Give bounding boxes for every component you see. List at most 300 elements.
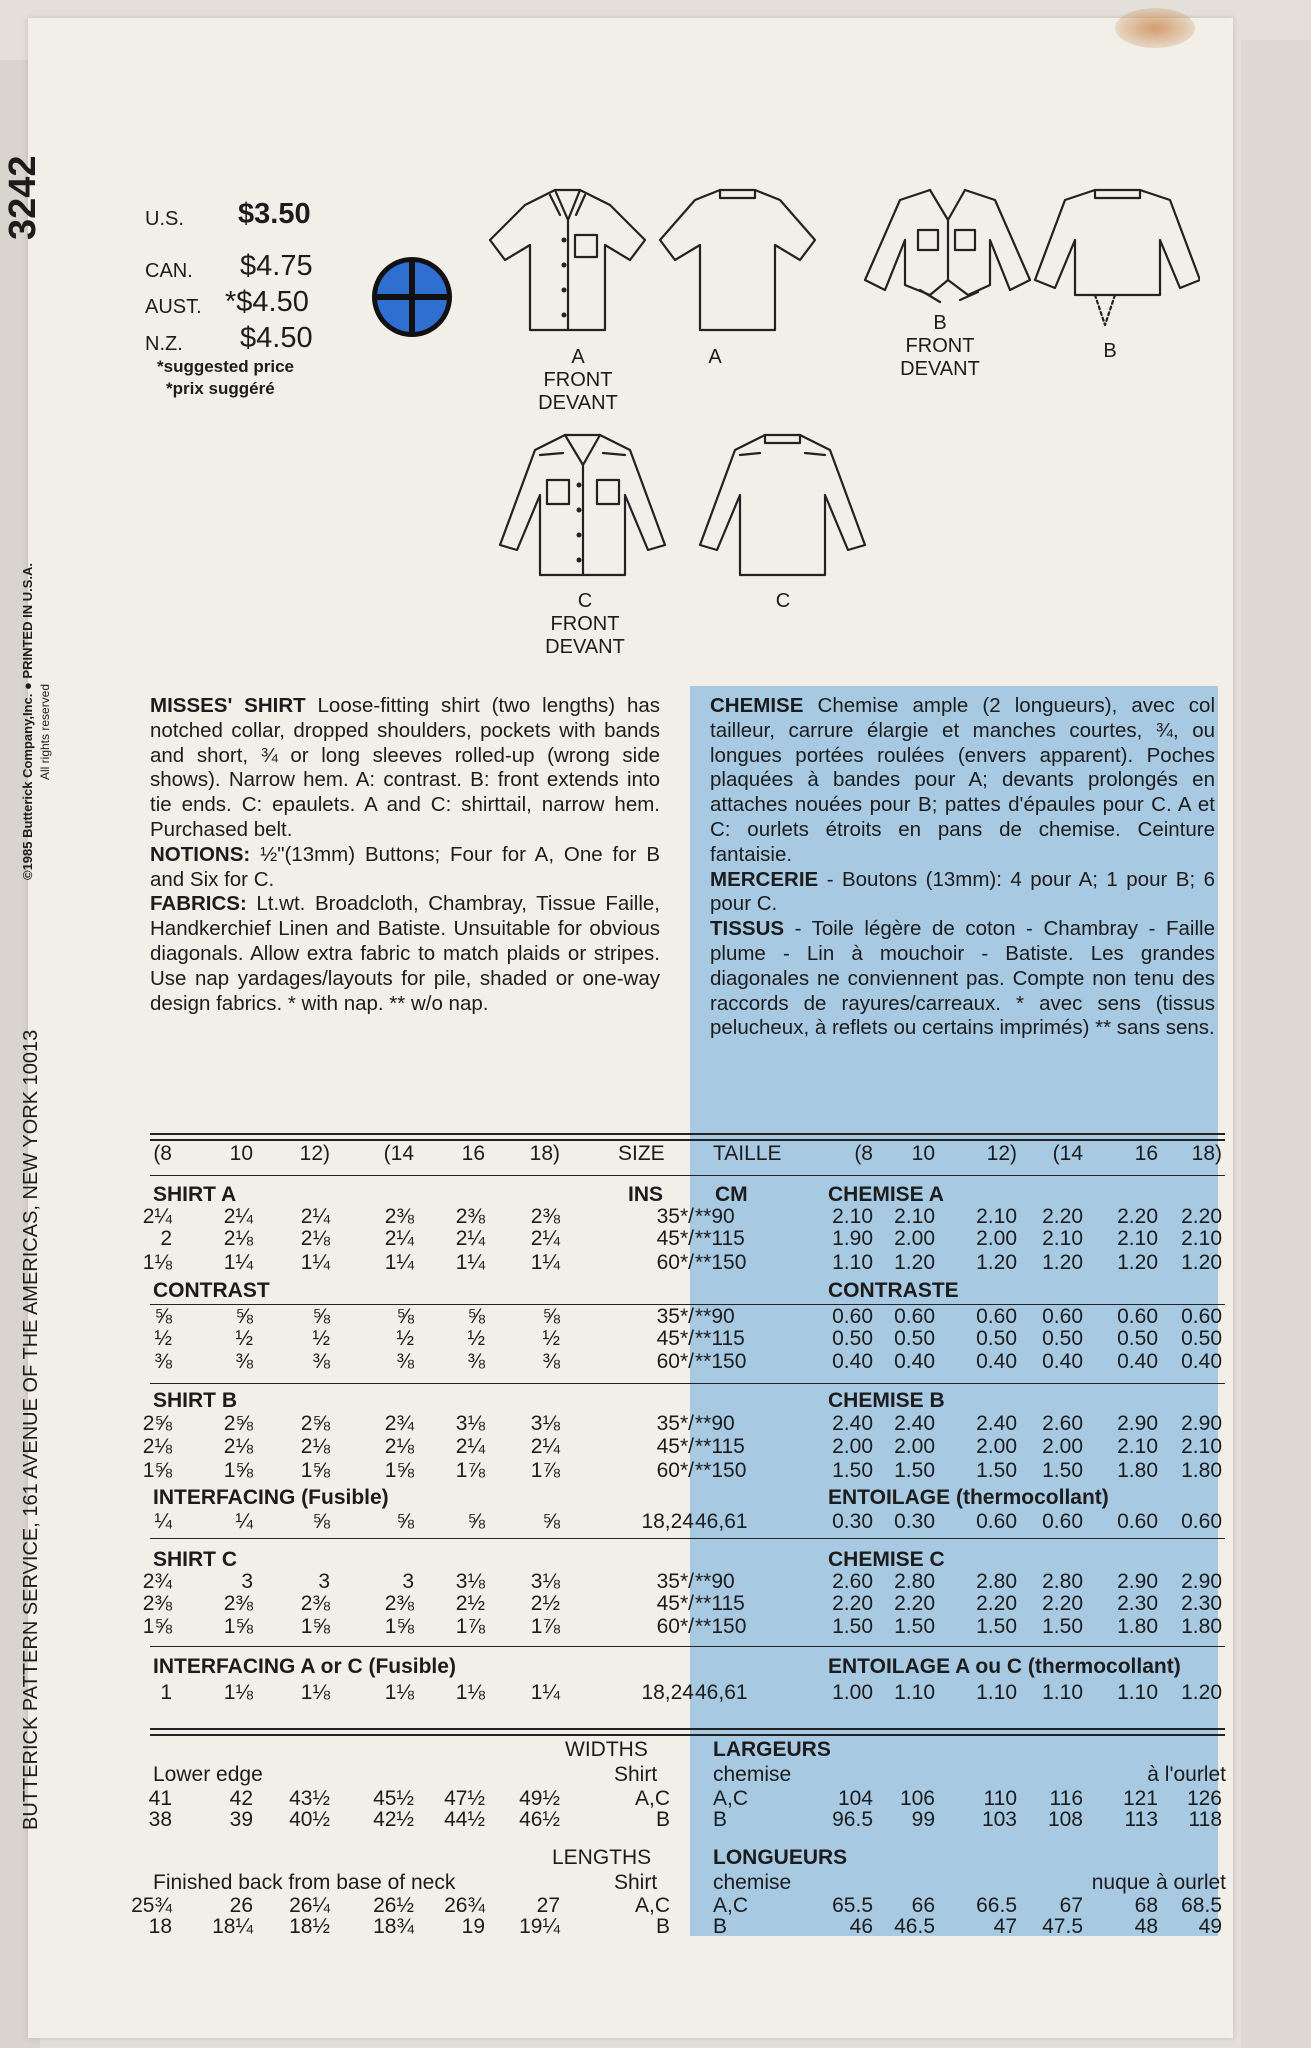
yardage-en-value: 3⅛: [455, 1570, 485, 1593]
fabric-width-ins: 60*/: [656, 1615, 694, 1638]
size-fr-4: 16: [1134, 1142, 1158, 1165]
yardage-en-value: 3: [402, 1570, 414, 1593]
yardage-en-value: ⅜: [312, 1350, 330, 1373]
fabric-width-cm: 46,61: [695, 1681, 748, 1704]
yardage-en-value: 1⅛: [384, 1681, 414, 1704]
section-label-en: SHIRT C: [153, 1548, 237, 1571]
section-label-fr: CHEMISE B: [828, 1389, 945, 1412]
fabric-width-cm: **115: [695, 1435, 745, 1458]
notions-en-body: ½"(13mm) Buttons; Four for A, One for B and Six for C.: [150, 842, 660, 891]
yardage-en-value: 2⅝: [300, 1412, 330, 1435]
yardage-fr-value: 2.80: [894, 1570, 935, 1593]
size-en-1: 10: [229, 1142, 253, 1165]
yardage-en-value: 2⅛: [223, 1227, 253, 1250]
yardage-fr-value: 2.30: [1117, 1592, 1158, 1615]
width-view-fr: B: [713, 1808, 728, 1831]
widths-col-en: Shirt: [614, 1763, 658, 1786]
desc-fr-body: Chemise ample (2 longueurs), avec col tailleur, carrure élargie et manches courtes, ¾, ou longues portées roulées (envers apparent). Poches plaquées à bandes pour A; devants prolongés en attaches nouées pour B; pattes d'épaules pour C. A et C: ourlets étroits en pans de chemise. Ceinture fantaisie.: [710, 694, 1216, 866]
label-a-front-letter: A: [571, 346, 585, 368]
width-fr-value: 110: [983, 1787, 1017, 1810]
yardage-fr-value: 2.20: [1181, 1205, 1222, 1228]
width-en-value: 43½: [289, 1787, 330, 1810]
price-nz: $4.50: [240, 322, 313, 354]
yardage-fr-value: 0.60: [1117, 1510, 1158, 1533]
yardage-en-value: 1¼: [384, 1251, 414, 1274]
yardage-en-value: ⅝: [312, 1305, 330, 1328]
yardage-fr-value: 0.50: [832, 1327, 873, 1350]
yardage-fr-value: 2.20: [832, 1592, 873, 1615]
width-fr-value: 96.5: [832, 1808, 873, 1831]
yardage-fr-value: 2.40: [976, 1412, 1017, 1435]
yardage-en-value: 1⅝: [300, 1615, 330, 1638]
unit-ins: INS: [628, 1183, 664, 1206]
fabric-width-ins: 35*/: [656, 1305, 694, 1328]
size-fr-1: 10: [911, 1142, 935, 1165]
width-row: [0, 1808, 1311, 1832]
length-fr-value: 46: [849, 1915, 873, 1938]
label-a-front-en: FRONT: [543, 369, 613, 391]
yardage-en-value: ⅜: [467, 1350, 485, 1373]
label-c-front-letter: C: [577, 590, 593, 612]
widths-title-en: WIDTHS: [565, 1738, 648, 1761]
section-header-row: [0, 1183, 1311, 1207]
yardage-en-value: ⅝: [235, 1305, 253, 1328]
width-fr-value: 126: [1186, 1787, 1222, 1810]
length-fr-value: 46.5: [894, 1915, 935, 1938]
label-c-back: C: [775, 590, 791, 612]
yardage-row: [0, 1251, 1311, 1275]
desc-en-title: MISSES' SHIRT: [150, 694, 306, 717]
yardage-en-value: 2¼: [455, 1227, 485, 1250]
yardage-fr-value: 1.20: [894, 1251, 935, 1274]
lengths-sub-en: Finished back from base of neck: [153, 1871, 456, 1894]
yardage-en-value: 2⅜: [142, 1592, 172, 1615]
yardage-en-value: 2⅛: [223, 1435, 253, 1458]
yardage-en-value: ⅝: [396, 1510, 414, 1533]
yardage-en-value: 2⅛: [142, 1435, 172, 1458]
yardage-row: [0, 1510, 1311, 1534]
length-en-value: 18¼: [212, 1915, 253, 1938]
fabrics-fr-title: TISSUS: [710, 917, 785, 941]
width-en-value: 42: [229, 1787, 253, 1810]
yardage-fr-value: 1.10: [1117, 1681, 1158, 1704]
yardage-en-value: 3: [318, 1570, 330, 1593]
yardage-en-value: 2⅜: [455, 1205, 485, 1228]
fabric-width-cm: **115: [695, 1227, 745, 1250]
yardage-fr-value: 2.00: [832, 1435, 873, 1458]
yardage-row: [0, 1327, 1311, 1351]
yardage-fr-value: 2.00: [976, 1227, 1017, 1250]
section-label-fr: CHEMISE C: [828, 1548, 945, 1571]
yardage-fr-value: 0.50: [894, 1327, 935, 1350]
size-label: SIZE: [618, 1142, 665, 1165]
yardage-fr-value: 0.60: [1181, 1305, 1222, 1328]
fabric-width-ins: 18,24: [641, 1510, 694, 1533]
length-en-value: 19¼: [519, 1915, 560, 1938]
section-header-row: [0, 1389, 1311, 1413]
size-en-0: (8: [153, 1142, 172, 1165]
price-label-nz: N.Z.: [145, 333, 183, 355]
fabric-width-ins: 60*/: [656, 1459, 694, 1482]
yardage-en-value: 1⅝: [223, 1459, 253, 1482]
yardage-en-value: 2¼: [223, 1205, 253, 1228]
fabric-width-cm: **150: [695, 1615, 747, 1638]
length-en-value: 18½: [289, 1915, 330, 1938]
yardage-fr-value: 1.10: [1042, 1681, 1083, 1704]
pattern-number: 3242: [2, 155, 44, 240]
yardage-fr-value: 0.60: [1117, 1305, 1158, 1328]
yardage-en-value: 1⅞: [530, 1459, 560, 1482]
length-view-en: A,C: [634, 1894, 670, 1917]
yardage-fr-value: 1.50: [832, 1459, 873, 1482]
fabric-width-cm: **90: [695, 1305, 735, 1328]
width-view-en: B: [655, 1808, 670, 1831]
yardage-fr-value: 2.60: [832, 1570, 873, 1593]
price-aust: *$4.50: [225, 286, 309, 318]
widths-title-fr: LARGEURS: [713, 1738, 831, 1761]
yardage-fr-value: 0.50: [1042, 1327, 1083, 1350]
length-fr-value: 66: [911, 1894, 935, 1917]
label-a-back: A: [708, 346, 722, 368]
yardage-row: [0, 1350, 1311, 1374]
yardage-fr-value: 0.40: [976, 1350, 1017, 1373]
copyright-line: ©1985 Butterick Company,Inc. ● PRINTED IN U.S.A.: [20, 563, 35, 880]
yardage-en-value: 2¾: [142, 1570, 172, 1593]
yardage-en-value: ⅜: [396, 1350, 414, 1373]
yardage-row: [0, 1570, 1311, 1594]
price-label-us: U.S.: [145, 208, 184, 230]
fabric-width-cm: **150: [695, 1350, 747, 1373]
notions-fr-title: MERCERIE: [710, 867, 819, 891]
fabric-width-cm: 46,61: [695, 1510, 748, 1533]
yardage-fr-value: 2.10: [1042, 1227, 1083, 1250]
yardage-fr-value: 0.40: [1042, 1350, 1083, 1373]
yardage-fr-value: 1.10: [832, 1251, 873, 1274]
section-header-row: [0, 1486, 1311, 1510]
length-en-value: 27: [536, 1894, 560, 1917]
yardage-en-value: 1: [160, 1681, 172, 1704]
yardage-fr-value: 2.00: [894, 1435, 935, 1458]
section-label-fr: CHEMISE A: [828, 1183, 944, 1206]
size-fr-0: (8: [854, 1142, 873, 1165]
section-label-en: SHIRT A: [153, 1183, 237, 1206]
length-en-value: 26¼: [289, 1894, 330, 1917]
publisher-address: BUTTERICK PATTERN SERVICE, 161 AVENUE OF THE AMERICAS, NEW YORK 10013: [20, 1029, 42, 1830]
yardage-en-value: ⅝: [312, 1510, 330, 1533]
yardage-en-value: 1⅞: [530, 1615, 560, 1638]
yardage-row: [0, 1205, 1311, 1229]
yardage-fr-value: 2.10: [894, 1205, 935, 1228]
yardage-fr-value: 2.90: [1181, 1570, 1222, 1593]
length-view-en: B: [655, 1915, 670, 1938]
yardage-row: [0, 1615, 1311, 1639]
yardage-row: [0, 1435, 1311, 1459]
yardage-fr-value: 1.50: [976, 1615, 1017, 1638]
yardage-fr-value: 1.20: [1181, 1681, 1222, 1704]
yardage-en-value: 2⅛: [384, 1435, 414, 1458]
yardage-fr-value: 2.00: [894, 1227, 935, 1250]
yardage-fr-value: 0.40: [1117, 1350, 1158, 1373]
yardage-fr-value: 2.60: [1042, 1412, 1083, 1435]
fabric-width-ins: 45*/: [656, 1592, 694, 1615]
section-label-fr: CONTRASTE: [828, 1279, 959, 1302]
length-en-value: 26¾: [444, 1894, 485, 1917]
section-label-en: INTERFACING A or C (Fusible): [153, 1655, 456, 1678]
label-b-front-fr: DEVANT: [900, 358, 980, 380]
widths-sub-fr: chemise: [713, 1763, 792, 1786]
length-fr-value: 48: [1134, 1915, 1158, 1938]
width-en-value: 42½: [373, 1808, 414, 1831]
yardage-fr-value: 1.10: [894, 1681, 935, 1704]
yardage-fr-value: 2.40: [894, 1412, 935, 1435]
yardage-fr-value: 2.20: [1042, 1205, 1083, 1228]
length-view-fr: B: [713, 1915, 728, 1938]
width-fr-value: 108: [1047, 1808, 1083, 1831]
lengths-sub-row: [0, 1871, 1311, 1895]
fabric-width-cm: **90: [695, 1412, 735, 1435]
yardage-en-value: 2½: [455, 1592, 485, 1615]
label-b-back: B: [1103, 340, 1117, 362]
yardage-en-value: 2½: [530, 1592, 560, 1615]
price-can: $4.75: [240, 250, 313, 282]
yardage-fr-value: 0.60: [832, 1305, 873, 1328]
yardage-en-value: ¼: [235, 1510, 253, 1533]
yardage-en-value: 2¼: [455, 1435, 485, 1458]
section-header-row: [0, 1655, 1311, 1679]
yardage-fr-value: 2.80: [976, 1570, 1017, 1593]
lengths-note-fr: nuque à ourlet: [1091, 1871, 1226, 1894]
yardage-fr-value: 2.10: [832, 1205, 873, 1228]
yardage-fr-value: 1.90: [832, 1227, 873, 1250]
yardage-en-value: 1⅝: [300, 1459, 330, 1482]
label-b-front-en: FRONT: [905, 335, 975, 357]
widths-title-row: [0, 1738, 1311, 1762]
yardage-fr-value: 0.60: [1042, 1510, 1083, 1533]
yardage-en-value: 1⅛: [300, 1681, 330, 1704]
width-en-value: 46½: [519, 1808, 560, 1831]
rights-line: All rights reserved: [38, 683, 52, 780]
taille-label: TAILLE: [713, 1142, 782, 1165]
unit-cm: CM: [715, 1183, 748, 1206]
section-header-row: [0, 1548, 1311, 1572]
width-fr-value: 104: [837, 1787, 873, 1810]
yardage-en-value: 1¼: [223, 1251, 253, 1274]
yardage-en-value: 2⅝: [223, 1412, 253, 1435]
width-fr-value: 103: [981, 1808, 1017, 1831]
yardage-row: [0, 1305, 1311, 1329]
width-en-value: 49½: [519, 1787, 560, 1810]
fabric-width-ins: 60*/: [656, 1350, 694, 1373]
section-header-row: [0, 1279, 1311, 1303]
fabric-width-ins: 45*/: [656, 1435, 694, 1458]
yardage-en-value: ⅝: [467, 1510, 485, 1533]
yardage-en-value: ⅜: [542, 1350, 560, 1373]
fabric-width-cm: **115: [695, 1327, 745, 1350]
width-view-en: A,C: [634, 1787, 670, 1810]
yardage-en-value: 3: [241, 1570, 253, 1593]
price-note-fr: *prix suggéré: [166, 379, 275, 398]
lengths-sub-fr: chemise: [713, 1871, 792, 1894]
length-en-value: 26: [229, 1894, 253, 1917]
yardage-en-value: 1⅝: [384, 1459, 414, 1482]
fabric-width-cm: **115: [695, 1592, 745, 1615]
yardage-en-value: 1⅝: [384, 1615, 414, 1638]
fabric-width-ins: 35*/: [656, 1205, 694, 1228]
yardage-fr-value: 2.20: [1042, 1592, 1083, 1615]
yardage-en-value: 2⅛: [300, 1435, 330, 1458]
section-label-fr: ENTOILAGE A ou C (thermocollant): [828, 1655, 1181, 1678]
yardage-fr-value: 1.80: [1181, 1459, 1222, 1482]
yardage-fr-value: 2.20: [1117, 1205, 1158, 1228]
yardage-en-value: 1⅝: [142, 1615, 172, 1638]
section-label-fr: ENTOILAGE (thermocollant): [828, 1486, 1109, 1509]
yardage-fr-value: 2.90: [1181, 1412, 1222, 1435]
yardage-en-value: 2¼: [300, 1205, 330, 1228]
yardage-fr-value: 2.10: [1181, 1435, 1222, 1458]
lengths-title-en: LENGTHS: [552, 1846, 652, 1869]
length-fr-value: 67: [1059, 1894, 1083, 1917]
yardage-en-value: 2⅝: [142, 1412, 172, 1435]
width-en-value: 47½: [444, 1787, 485, 1810]
fabric-width-cm: **150: [695, 1251, 747, 1274]
yardage-en-value: 1⅛: [455, 1681, 485, 1704]
yardage-fr-value: 2.90: [1117, 1412, 1158, 1435]
yardage-en-value: 2¾: [384, 1412, 414, 1435]
size-en-2: 12): [299, 1142, 330, 1165]
yardage-en-value: ½: [396, 1327, 414, 1350]
fabrics-en-title: FABRICS:: [150, 892, 247, 916]
fabric-width-ins: 60*/: [656, 1251, 694, 1274]
width-fr-value: 113: [1124, 1808, 1158, 1831]
widths-sub-row: [0, 1763, 1311, 1787]
length-fr-value: 68: [1134, 1894, 1158, 1917]
width-fr-value: 116: [1049, 1787, 1083, 1810]
size-en-3: (14: [383, 1142, 414, 1165]
yardage-fr-value: 0.60: [1181, 1510, 1222, 1533]
width-view-fr: A,C: [713, 1787, 749, 1810]
lengths-title-fr: LONGUEURS: [713, 1846, 848, 1869]
yardage-fr-value: 0.60: [976, 1305, 1017, 1328]
yardage-fr-value: 0.30: [894, 1510, 935, 1533]
length-fr-value: 66.5: [976, 1894, 1017, 1917]
yardage-en-value: 2⅜: [384, 1205, 414, 1228]
yardage-fr-value: 1.80: [1117, 1459, 1158, 1482]
yardage-fr-value: 0.60: [894, 1305, 935, 1328]
fabric-width-cm: **90: [695, 1205, 735, 1228]
yardage-fr-value: 0.40: [832, 1350, 873, 1373]
yardage-en-value: 2⅜: [300, 1592, 330, 1615]
yardage-en-value: ½: [235, 1327, 253, 1350]
yardage-en-value: 1¼: [455, 1251, 485, 1274]
yardage-fr-value: 2.10: [1117, 1435, 1158, 1458]
width-fr-value: 99: [911, 1808, 935, 1831]
yardage-fr-value: 0.50: [1181, 1327, 1222, 1350]
fabric-width-cm: **150: [695, 1459, 747, 1482]
width-fr-value: 121: [1122, 1787, 1158, 1810]
desc-en-body: Loose-fitting shirt (two lengths) has notched collar, dropped shoulders, pockets with bands and short, ¾ or long sleeves rolled-up (wrong side shows). Narrow hem. A: contrast. B: front extends into tie ends. C: epaulets. A and C: shirttail, narrow hem. Purchased belt.: [150, 694, 660, 841]
width-en-value: 45½: [373, 1787, 414, 1810]
yardage-en-value: 1¼: [530, 1681, 560, 1704]
fabric-width-ins: 45*/: [656, 1327, 694, 1350]
fabric-width-cm: **90: [695, 1570, 735, 1593]
width-en-value: 41: [148, 1787, 172, 1810]
yardage-en-value: 1⅛: [223, 1681, 253, 1704]
price-us: $3.50: [238, 198, 311, 230]
yardage-en-value: ⅝: [467, 1305, 485, 1328]
yardage-fr-value: 1.00: [832, 1681, 873, 1704]
section-label-en: CONTRAST: [153, 1279, 270, 1302]
price-note-en: *suggested price: [157, 357, 294, 376]
fabric-width-ins: 35*/: [656, 1570, 694, 1593]
desc-fr-title: CHEMISE: [710, 694, 804, 717]
width-en-value: 40½: [289, 1808, 330, 1831]
yardage-en-value: 2⅛: [300, 1227, 330, 1250]
size-fr-5: 18): [1191, 1142, 1222, 1165]
yardage-fr-value: 2.90: [1117, 1570, 1158, 1593]
size-header-row: [0, 1142, 1311, 1166]
yardage-row: [0, 1459, 1311, 1483]
widths-sub-en: Lower edge: [153, 1763, 263, 1786]
section-label-en: INTERFACING (Fusible): [153, 1486, 389, 1509]
yardage-fr-value: 2.20: [894, 1592, 935, 1615]
yardage-en-value: ⅝: [542, 1305, 560, 1328]
yardage-row: [0, 1412, 1311, 1436]
yardage-fr-value: 0.30: [832, 1510, 873, 1533]
yardage-en-value: ½: [154, 1327, 172, 1350]
yardage-fr-value: 1.50: [832, 1615, 873, 1638]
yardage-fr-value: 1.50: [976, 1459, 1017, 1482]
yardage-en-value: ⅝: [154, 1305, 172, 1328]
yardage-en-value: 1⅛: [142, 1251, 172, 1274]
size-fr-3: (14: [1052, 1142, 1083, 1165]
length-view-fr: A,C: [713, 1894, 749, 1917]
length-fr-value: 49: [1198, 1915, 1222, 1938]
yardage-en-value: 1⅝: [142, 1459, 172, 1482]
yardage-fr-value: 2.30: [1181, 1592, 1222, 1615]
yardage-fr-value: 0.40: [894, 1350, 935, 1373]
yardage-en-value: 2⅜: [530, 1205, 560, 1228]
length-fr-value: 47: [993, 1915, 1017, 1938]
yardage-fr-value: 0.50: [976, 1327, 1017, 1350]
yardage-en-value: 2¼: [530, 1227, 560, 1250]
yardage-fr-value: 2.00: [976, 1435, 1017, 1458]
yardage-en-value: ½: [467, 1327, 485, 1350]
fabric-width-ins: 45*/: [656, 1227, 694, 1250]
width-en-value: 39: [229, 1808, 253, 1831]
length-en-value: 18: [148, 1915, 172, 1938]
length-en-value: 19: [461, 1915, 485, 1938]
fabrics-en-body: Lt.wt. Broadcloth, Chambray, Tissue Faille, Handkerchief Linen and Batiste. Unsuitable for obvious diagonals. Allow extra fabric to match plaids or stripes. Use nap yardages/layouts for pile, shaded or one-way design fabrics. * with nap. ** w/o nap.: [150, 892, 661, 1015]
yardage-en-value: 1⅞: [455, 1459, 485, 1482]
yardage-en-value: 2¼: [142, 1205, 172, 1228]
notions-en-title: NOTIONS:: [150, 842, 251, 866]
lengths-title-row: [0, 1846, 1311, 1870]
length-fr-value: 65.5: [832, 1894, 873, 1917]
yardage-fr-value: 1.80: [1117, 1615, 1158, 1638]
length-en-value: 25¾: [131, 1894, 172, 1917]
yardage-row: [0, 1592, 1311, 1616]
yardage-fr-value: 0.60: [1042, 1305, 1083, 1328]
yardage-fr-value: 1.50: [1042, 1459, 1083, 1482]
yardage-fr-value: 1.50: [894, 1459, 935, 1482]
yardage-en-value: 1⅝: [223, 1615, 253, 1638]
length-en-value: 26½: [373, 1894, 414, 1917]
size-en-5: 18): [529, 1142, 560, 1165]
size-fr-2: 12): [986, 1142, 1017, 1165]
fabrics-fr-body: - Toile légère de coton - Chambray - Faille plume - Lin à mouchoir - Batiste. Les grandes diagonales ne conviennent pas. Compte non tenu des raccords de rayures/carreaux. * avec sens (tissus pelucheux, à reflets ou certains imprimés) ** sans sens.: [710, 917, 1215, 1040]
yardage-en-value: 1¼: [300, 1251, 330, 1274]
yardage-fr-value: 2.10: [1117, 1227, 1158, 1250]
